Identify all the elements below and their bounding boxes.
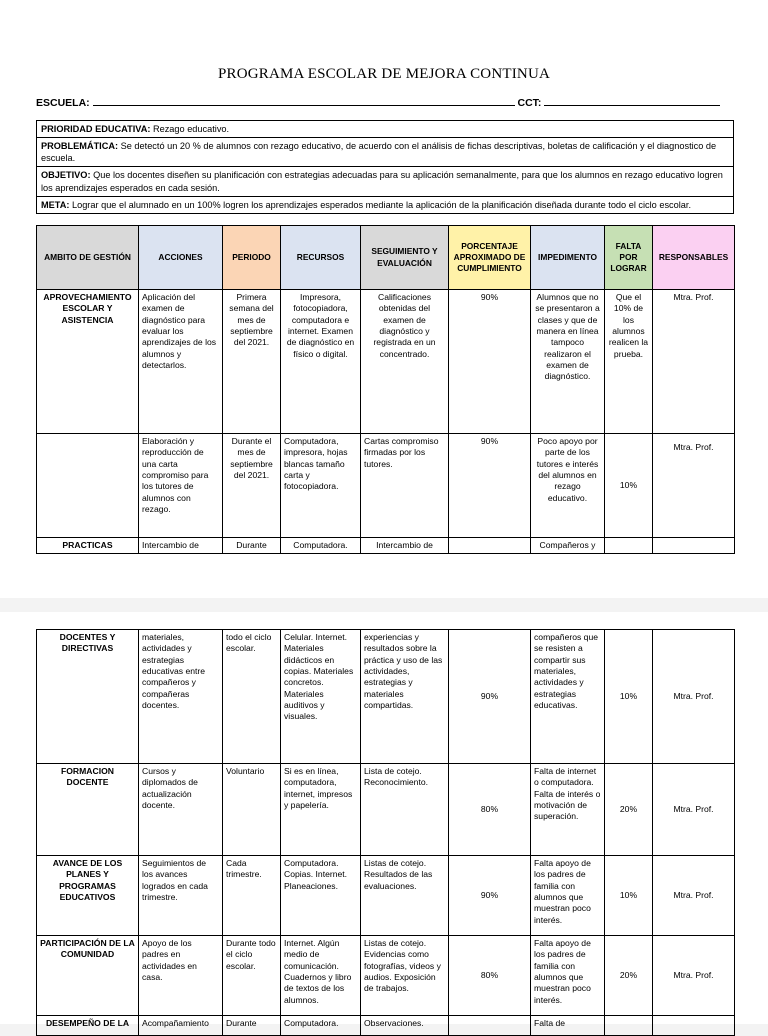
header-row bbox=[37, 226, 735, 290]
seguimiento-cell: Cartas compromiso firmadas por los tutores. bbox=[361, 434, 449, 538]
porcentaje-cell: 90% bbox=[449, 434, 531, 538]
seguimiento-cell: Observaciones. bbox=[361, 1016, 449, 1036]
acciones-cell: Intercambio de bbox=[139, 538, 223, 554]
impedimento-cell: Poco apoyo por parte de los tutores e interés del alumnos en rezago educativo. bbox=[531, 434, 605, 538]
ambito-cell bbox=[37, 434, 139, 538]
responsables-cell bbox=[653, 538, 735, 554]
periodo-cell: Durante bbox=[223, 1016, 281, 1036]
falta-cell: 20% bbox=[605, 764, 653, 856]
ambito-cell: DOCENTES Y DIRECTIVAS bbox=[37, 630, 139, 764]
acciones-cell: Acompañamiento bbox=[139, 1016, 223, 1036]
ambito-cell: APROVECHAMIENTO ESCOLAR Y ASISTENCIA bbox=[37, 290, 139, 434]
prioridad-cell: PRIORIDAD EDUCATIVA: Rezago educativo. bbox=[37, 121, 734, 138]
ambito-cell: AVANCE DE LOS PLANES Y PROGRAMAS EDUCATIVOS bbox=[37, 856, 139, 936]
porcentaje-cell: 80% bbox=[449, 764, 531, 856]
seguimiento-cell: Calificaciones obtenidas del examen de diagnóstico y registrada en un concentrado. bbox=[361, 290, 449, 434]
header-ambito: AMBITO DE GESTIÓN bbox=[37, 226, 139, 290]
header-periodo: PERIODO bbox=[223, 226, 281, 290]
responsables-cell: Mtra. Prof. bbox=[653, 936, 735, 1016]
impedimento-cell: Falta de bbox=[531, 1016, 605, 1036]
falta-cell: 20% bbox=[605, 936, 653, 1016]
impedimento-cell: compañeros que se resisten a compartir sus materiales, actividades y estrategias educativas. bbox=[531, 630, 605, 764]
periodo-cell: todo el ciclo escolar. bbox=[223, 630, 281, 764]
ambito-cell: PARTICIPACIÓN DE LA COMUNIDAD bbox=[37, 936, 139, 1016]
porcentaje-cell: 90% bbox=[449, 290, 531, 434]
header-falta: FALTA POR LOGRAR bbox=[605, 226, 653, 290]
ambito-cell: PRACTICAS bbox=[37, 538, 139, 554]
ambito-cell: FORMACION DOCENTE bbox=[37, 764, 139, 856]
meta-cell: META: Lograr que el alumnado en un 100% logren los aprendizajes esperados mediante la aplicación de la planificación diseñada durante todo el ciclo escolar. bbox=[37, 196, 734, 213]
recursos-cell: Computadora. bbox=[281, 1016, 361, 1036]
recursos-cell: Celular. Internet. Materiales didácticos en copias. Materiales concretos. Materiales auditivos y visuales. bbox=[281, 630, 361, 764]
ambito-cell: DESEMPEÑO DE LA bbox=[37, 1016, 139, 1036]
responsables-cell: Mtra. Prof. bbox=[653, 630, 735, 764]
escuela-blank bbox=[93, 95, 515, 106]
header-responsables: RESPONSABLES bbox=[653, 226, 735, 290]
recursos-cell: Internet. Algún medio de comunicación. Cuadernos y libro de textos de los alumnos. bbox=[281, 936, 361, 1016]
header-acciones: ACCIONES bbox=[139, 226, 223, 290]
periodo-cell: Voluntario bbox=[223, 764, 281, 856]
periodo-cell: Durante todo el ciclo escolar. bbox=[223, 936, 281, 1016]
recursos-cell: Si es en línea, computadora, internet, impresos y papelería. bbox=[281, 764, 361, 856]
objetivo-cell: OBJETIVO: Que los docentes diseñen su planificación con estrategias adecuadas para su aplicación semanalmente, para que los alumnos en rezago educativo logren los aprendizajes esperados en cada sesión. bbox=[37, 167, 734, 196]
falta-cell: 10% bbox=[605, 434, 653, 538]
seguimiento-cell: Listas de cotejo. Resultados de las evaluaciones. bbox=[361, 856, 449, 936]
table-row bbox=[37, 856, 735, 936]
escuela-label: ESCUELA: bbox=[36, 97, 90, 109]
cct-blank bbox=[544, 95, 720, 106]
recursos-cell: Computadora. Copias. Internet. Planeaciones. bbox=[281, 856, 361, 936]
periodo-cell: Primera semana del mes de septiembre del 2021. bbox=[223, 290, 281, 434]
main-table-page-1 bbox=[36, 225, 735, 554]
impedimento-cell: Falta de internet o computadora. Falta de interés o motivación de superación. bbox=[531, 764, 605, 856]
porcentaje-cell bbox=[449, 538, 531, 554]
school-line bbox=[36, 95, 736, 109]
cct-label: CCT: bbox=[517, 97, 542, 109]
acciones-cell: Apoyo de los padres en actividades en casa. bbox=[139, 936, 223, 1016]
acciones-cell: materiales, actividades y estrategias educativas entre compañeros y compañeras docentes. bbox=[139, 630, 223, 764]
table-row bbox=[37, 434, 735, 538]
seguimiento-cell: experiencias y resultados sobre la práctica y uso de las actividades, estrategias y materiales compartidas. bbox=[361, 630, 449, 764]
impedimento-cell: Compañeros y bbox=[531, 538, 605, 554]
responsables-cell: Mtra. Prof. bbox=[653, 434, 735, 538]
table-row bbox=[37, 764, 735, 856]
table-row bbox=[37, 1016, 735, 1036]
header-recursos: RECURSOS bbox=[281, 226, 361, 290]
periodo-cell: Cada trimestre. bbox=[223, 856, 281, 936]
table-row bbox=[37, 538, 735, 554]
header-seguimiento: SEGUIMIENTO Y EVALUACIÓN bbox=[361, 226, 449, 290]
acciones-cell: Aplicación del examen de diagnóstico para evaluar los aprendizajes de los alumnos y detectarlos. bbox=[139, 290, 223, 434]
table-row bbox=[37, 630, 735, 764]
porcentaje-cell: 80% bbox=[449, 936, 531, 1016]
periodo-cell: Durante el mes de septiembre del 2021. bbox=[223, 434, 281, 538]
responsables-cell: Mtra. Prof. bbox=[653, 290, 735, 434]
responsables-cell: Mtra. Prof. bbox=[653, 856, 735, 936]
recursos-cell: Computadora. bbox=[281, 538, 361, 554]
falta-cell: Que el 10% de los alumnos realicen la prueba. bbox=[605, 290, 653, 434]
recursos-cell: Impresora, fotocopiadora, computadora e internet. Examen de diagnóstico en físico o digital. bbox=[281, 290, 361, 434]
table-row bbox=[37, 936, 735, 1016]
porcentaje-cell bbox=[449, 1016, 531, 1036]
document-page-2 bbox=[0, 612, 768, 1028]
recursos-cell: Computadora, impresora, hojas blancas tamaño carta y fotocopiadora. bbox=[281, 434, 361, 538]
main-table-page-2 bbox=[36, 629, 735, 1036]
impedimento-cell: Falta apoyo de los padres de familia con alumnos que muestran poco interés. bbox=[531, 936, 605, 1016]
acciones-cell: Seguimientos de los avances logrados en cada trimestre. bbox=[139, 856, 223, 936]
periodo-cell: Durante bbox=[223, 538, 281, 554]
impedimento-cell: Falta apoyo de los padres de familia con alumnos que muestran poco interés. bbox=[531, 856, 605, 936]
seguimiento-cell: Lista de cotejo. Reconocimiento. bbox=[361, 764, 449, 856]
document-title: PROGRAMA ESCOLAR DE MEJORA CONTINUA bbox=[217, 66, 551, 82]
problematica-cell: PROBLEMÁTICA: Se detectó un 20 % de alumnos con rezago educativo, de acuerdo con el análisis de fichas descriptivas, boletas de calificación y el diagnostico de escuela. bbox=[37, 138, 734, 167]
table-row bbox=[37, 290, 735, 434]
impedimento-cell: Alumnos que no se presentaron a clases y que de manera en línea tampoco realizaron el examen de diagnóstico. bbox=[531, 290, 605, 434]
header-porcentaje: PORCENTAJE APROXIMADO DE CUMPLIMIENTO bbox=[449, 226, 531, 290]
porcentaje-cell: 90% bbox=[449, 856, 531, 936]
header-impedimento: IMPEDIMENTO bbox=[531, 226, 605, 290]
acciones-cell: Cursos y diplomados de actualización docente. bbox=[139, 764, 223, 856]
falta-cell bbox=[605, 1016, 653, 1036]
acciones-cell: Elaboración y reproducción de una carta compromiso para los tutores de alumnos con rezago. bbox=[139, 434, 223, 538]
responsables-cell bbox=[653, 1016, 735, 1036]
seguimiento-cell: Listas de cotejo. Evidencias como fotografías, videos y audios. Exposición de trabajos. bbox=[361, 936, 449, 1016]
info-table bbox=[36, 120, 734, 214]
falta-cell bbox=[605, 538, 653, 554]
seguimiento-cell: Intercambio de bbox=[361, 538, 449, 554]
falta-cell: 10% bbox=[605, 630, 653, 764]
responsables-cell: Mtra. Prof. bbox=[653, 764, 735, 856]
porcentaje-cell: 90% bbox=[449, 630, 531, 764]
falta-cell: 10% bbox=[605, 856, 653, 936]
